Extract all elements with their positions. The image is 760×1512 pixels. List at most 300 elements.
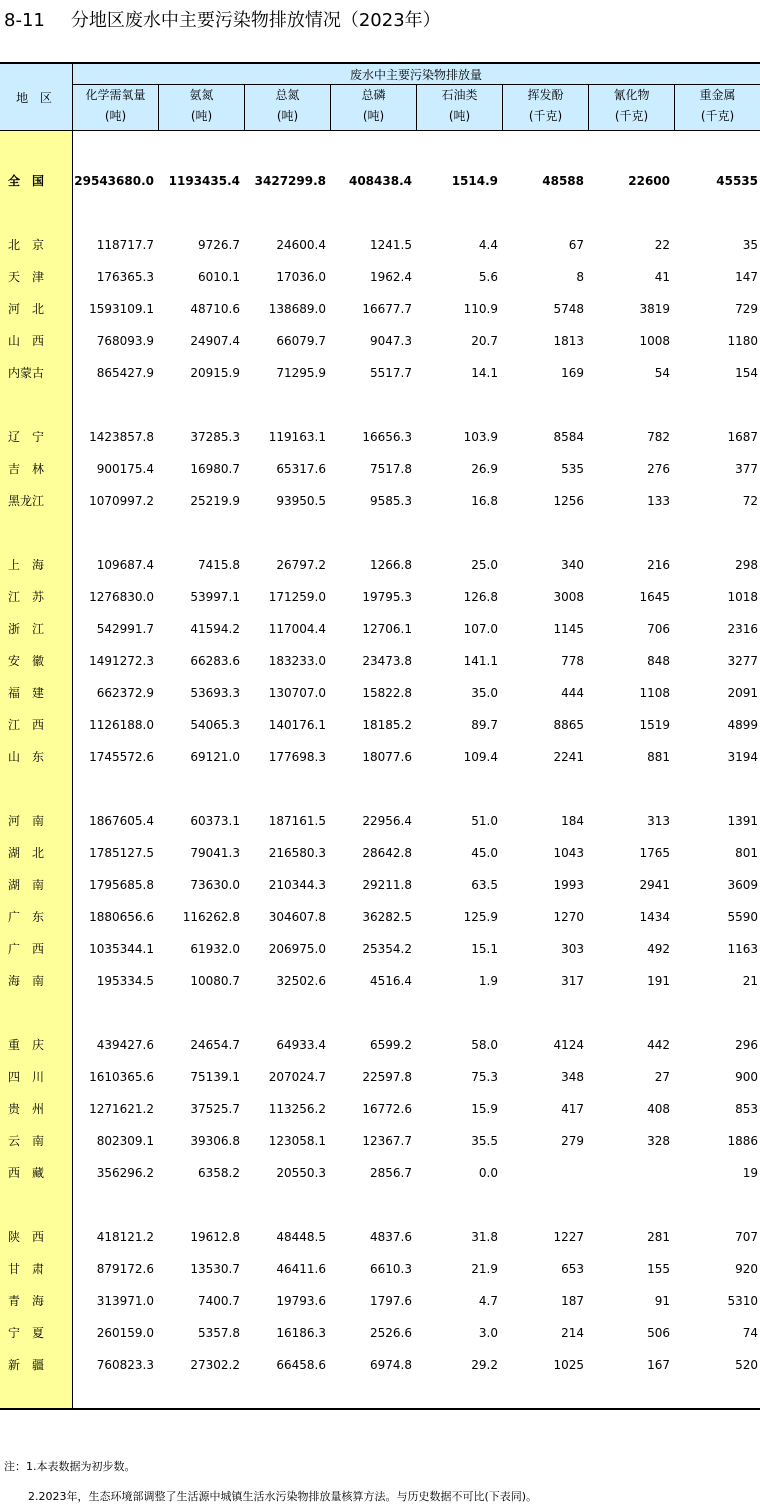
table-cell: 1241.5	[370, 238, 412, 252]
table-cell: 24600.4	[276, 238, 326, 252]
table-cell: 4124	[553, 1038, 584, 1052]
table-cell: 1227	[553, 1230, 584, 1244]
table-cell: 31.8	[471, 1230, 498, 1244]
table-row	[0, 267, 760, 287]
table-row	[0, 331, 760, 351]
table-cell: 63.5	[471, 878, 498, 892]
region-name: 黑龙江	[8, 494, 45, 508]
table-cell: 4516.4	[370, 974, 412, 988]
table-row	[0, 491, 760, 511]
table-cell: 58.0	[471, 1038, 498, 1052]
table-cell: 356296.2	[96, 1166, 154, 1180]
region-name: 北 京	[8, 238, 45, 252]
column-name: 总氮	[275, 88, 300, 102]
table-cell: 848	[647, 654, 670, 668]
table-cell: 19793.6	[276, 1294, 326, 1308]
table-cell: 768093.9	[96, 334, 154, 348]
table-cell: 782	[647, 430, 670, 444]
table-cell: 21.9	[471, 1262, 498, 1276]
table-cell: 1108	[639, 686, 670, 700]
region-name: 辽 宁	[8, 430, 45, 444]
table-cell: 177698.3	[268, 750, 326, 764]
table-cell: 48588	[542, 174, 584, 188]
table-cell: 130707.0	[268, 686, 326, 700]
table-cell: 348	[561, 1070, 584, 1084]
table-cell: 66458.6	[276, 1358, 326, 1372]
table-cell: 29543680.0	[74, 174, 154, 188]
table-cell: 125.9	[463, 910, 498, 924]
column-header	[502, 85, 588, 131]
table-row	[0, 1035, 760, 1055]
table-cell: 542991.7	[96, 622, 154, 636]
table-cell: 1795685.8	[89, 878, 154, 892]
table-cell: 21	[742, 974, 758, 988]
table-cell: 67	[568, 238, 584, 252]
table-cell: 66283.6	[190, 654, 240, 668]
table-cell: 2526.6	[370, 1326, 412, 1340]
region-name: 安 徽	[8, 654, 45, 668]
table-cell: 9585.3	[370, 494, 412, 508]
table-cell: 16186.3	[276, 1326, 326, 1340]
table-cell: 184	[561, 814, 584, 828]
page-title	[4, 6, 441, 32]
table-cell: 5590	[727, 910, 758, 924]
table-cell: 75139.1	[190, 1070, 240, 1084]
region-name: 宁 夏	[8, 1326, 45, 1340]
table-cell: 707	[735, 1230, 758, 1244]
table-cell: 535	[561, 462, 584, 476]
table-cell: 5.6	[478, 270, 498, 284]
table-cell: 61932.0	[190, 942, 240, 956]
table-cell: 27302.2	[190, 1358, 240, 1372]
table-cell: 9726.7	[198, 238, 240, 252]
region-name: 四 川	[8, 1070, 45, 1084]
table-cell: 444	[561, 686, 584, 700]
table-cell: 103.9	[463, 430, 498, 444]
table-row	[0, 971, 760, 991]
region-name: 山 西	[8, 334, 45, 348]
column-header	[588, 85, 674, 131]
table-cell: 16772.6	[362, 1102, 412, 1116]
table-cell: 1797.6	[370, 1294, 412, 1308]
table-cell: 279	[561, 1134, 584, 1148]
table-row	[0, 907, 760, 927]
table-cell: 1163	[727, 942, 758, 956]
region-name: 新 疆	[8, 1358, 45, 1372]
column-unit: (吨)	[276, 109, 299, 123]
footnote-2: 2.2023年，生态环境部调整了生活源中城镇生活水污染物排放量核算方法。与历史数据不可比(下表同)。	[28, 1490, 538, 1503]
table-cell: 54	[654, 366, 670, 380]
region-name: 河 北	[8, 302, 45, 316]
table-row	[0, 363, 760, 383]
column-header	[416, 85, 502, 131]
table-cell: 41594.2	[190, 622, 240, 636]
table-cell: 17036.0	[276, 270, 326, 284]
table-cell: 167	[647, 1358, 670, 1372]
region-name: 青 海	[8, 1294, 45, 1308]
table-cell: 64933.4	[276, 1038, 326, 1052]
table-cell: 1126188.0	[89, 718, 154, 732]
table-cell: 408438.4	[348, 174, 412, 188]
table-cell: 26.9	[471, 462, 498, 476]
column-name: 氨氮	[189, 88, 214, 102]
table-cell: 1145	[553, 622, 584, 636]
table-cell: 25354.2	[362, 942, 412, 956]
table-cell: 39306.8	[190, 1134, 240, 1148]
table-cell: 19	[742, 1166, 758, 1180]
table-cell: 328	[647, 1134, 670, 1148]
region-name: 贵 州	[8, 1102, 45, 1116]
table-cell: 1785127.5	[89, 846, 154, 860]
table-cell: 22597.8	[362, 1070, 412, 1084]
table-cell: 802309.1	[96, 1134, 154, 1148]
table-cell: 210344.3	[268, 878, 326, 892]
table-cell: 191	[647, 974, 670, 988]
table-cell: 1962.4	[370, 270, 412, 284]
table-cell: 1687	[727, 430, 758, 444]
table-cell: 35.5	[471, 1134, 498, 1148]
column-unit: (吨)	[190, 109, 213, 123]
table-cell: 2316	[727, 622, 758, 636]
column-unit: (千克)	[614, 109, 649, 123]
table-cell: 5357.8	[198, 1326, 240, 1340]
table-cell: 1610365.6	[89, 1070, 154, 1084]
region-name: 浙 江	[8, 622, 45, 636]
table-cell: 46411.6	[276, 1262, 326, 1276]
table-cell: 214	[561, 1326, 584, 1340]
column-header	[158, 85, 244, 131]
region-name: 广 西	[8, 942, 45, 956]
table-cell: 16677.7	[362, 302, 412, 316]
table-cell: 116262.8	[182, 910, 240, 924]
region-name: 湖 南	[8, 878, 45, 892]
table-row	[0, 1099, 760, 1119]
table-cell: 313	[647, 814, 670, 828]
column-header	[244, 85, 330, 131]
table-cell: 119163.1	[268, 430, 326, 444]
table-row	[0, 843, 760, 863]
table-cell: 1867605.4	[89, 814, 154, 828]
table-cell: 66079.7	[276, 334, 326, 348]
table-cell: 3194	[727, 750, 758, 764]
table-cell: 1270	[553, 910, 584, 924]
table-cell: 60373.1	[190, 814, 240, 828]
table-cell: 140176.1	[268, 718, 326, 732]
table-cell: 48448.5	[276, 1230, 326, 1244]
table-cell: 3427299.8	[254, 174, 326, 188]
table-cell: 1391	[727, 814, 758, 828]
table-cell: 6358.2	[198, 1166, 240, 1180]
footnotes	[4, 1452, 537, 1512]
region-name: 广 东	[8, 910, 45, 924]
table-cell: 41	[654, 270, 670, 284]
table-cell: 1180	[727, 334, 758, 348]
table-cell: 260159.0	[96, 1326, 154, 1340]
table-cell: 6599.2	[370, 1038, 412, 1052]
table-cell: 653	[561, 1262, 584, 1276]
table-cell: 900175.4	[96, 462, 154, 476]
table-cell: 4899	[727, 718, 758, 732]
table-cell: 6010.1	[198, 270, 240, 284]
table-cell: 195334.5	[96, 974, 154, 988]
table-cell: 8865	[553, 718, 584, 732]
table-cell: 14.1	[471, 366, 498, 380]
table-cell: 29211.8	[362, 878, 412, 892]
table-cell: 54065.3	[190, 718, 240, 732]
table-row	[0, 1291, 760, 1311]
table-cell: 1035344.1	[89, 942, 154, 956]
region-name: 上 海	[8, 558, 45, 572]
table-cell: 20.7	[471, 334, 498, 348]
table-cell: 37285.3	[190, 430, 240, 444]
table-cell: 408	[647, 1102, 670, 1116]
table-cell: 5310	[727, 1294, 758, 1308]
table-cell: 155	[647, 1262, 670, 1276]
table-row	[0, 811, 760, 831]
table-row	[0, 1323, 760, 1343]
table-cell: 418121.2	[96, 1230, 154, 1244]
table-cell: 439427.6	[96, 1038, 154, 1052]
table-cell: 1070997.2	[89, 494, 154, 508]
table-cell: 1514.9	[451, 174, 498, 188]
table-cell: 37525.7	[190, 1102, 240, 1116]
table-cell: 9047.3	[370, 334, 412, 348]
table-cell: 1008	[639, 334, 670, 348]
table-cell: 89.7	[471, 718, 498, 732]
table-cell: 45535	[716, 174, 758, 188]
table-cell: 18077.6	[362, 750, 412, 764]
table-cell: 900	[735, 1070, 758, 1084]
footnote-1: 注：1.本表数据为初步数。	[4, 1460, 136, 1473]
column-name: 氰化物	[613, 88, 650, 102]
table-cell: 4.4	[478, 238, 498, 252]
table-cell: 3.0	[478, 1326, 498, 1340]
table-cell: 1276830.0	[89, 590, 154, 604]
region-header: 地 区	[0, 64, 73, 131]
table-cell: 109.4	[463, 750, 498, 764]
region-name: 江 西	[8, 718, 45, 732]
table-cell: 920	[735, 1262, 758, 1276]
table-cell: 1423857.8	[89, 430, 154, 444]
table-cell: 3609	[727, 878, 758, 892]
column-name: 挥发酚	[527, 88, 564, 102]
table-cell: 24907.4	[190, 334, 240, 348]
table-cell: 865427.9	[96, 366, 154, 380]
table-cell: 207024.7	[268, 1070, 326, 1084]
table-cell: 169	[561, 366, 584, 380]
table-cell: 32502.6	[276, 974, 326, 988]
table-cell: 1491272.3	[89, 654, 154, 668]
table-cell: 48710.6	[190, 302, 240, 316]
column-unit: (吨)	[104, 109, 127, 123]
table-cell: 303	[561, 942, 584, 956]
table-row	[0, 235, 760, 255]
table-cell: 176365.3	[96, 270, 154, 284]
table-cell: 126.8	[463, 590, 498, 604]
table-cell: 1018	[727, 590, 758, 604]
table-cell: 28642.8	[362, 846, 412, 860]
table-cell: 12367.7	[362, 1134, 412, 1148]
table-cell: 298	[735, 558, 758, 572]
table-cell: 187161.5	[268, 814, 326, 828]
table-cell: 7517.8	[370, 462, 412, 476]
region-name: 山 东	[8, 750, 45, 764]
table-cell: 4837.6	[370, 1230, 412, 1244]
table-row	[0, 459, 760, 479]
table-cell: 10080.7	[190, 974, 240, 988]
table-cell: 75.3	[471, 1070, 498, 1084]
table-cell: 183233.0	[268, 654, 326, 668]
table-cell: 51.0	[471, 814, 498, 828]
table-cell: 15822.8	[362, 686, 412, 700]
region-name: 吉 林	[8, 462, 45, 476]
table-cell: 26797.2	[276, 558, 326, 572]
column-unit: (吨)	[362, 109, 385, 123]
table-cell: 133	[647, 494, 670, 508]
table-cell: 492	[647, 942, 670, 956]
table-row	[0, 1355, 760, 1375]
table-cell: 1519	[639, 718, 670, 732]
table-row	[0, 587, 760, 607]
region-name: 陕 西	[8, 1230, 45, 1244]
table-cell: 1645	[639, 590, 670, 604]
table-cell: 1043	[553, 846, 584, 860]
table-cell: 123058.1	[268, 1134, 326, 1148]
column-name: 总磷	[361, 88, 386, 102]
table-cell: 18185.2	[362, 718, 412, 732]
table-row	[0, 651, 760, 671]
table-cell: 16980.7	[190, 462, 240, 476]
table-cell: 1.9	[478, 974, 498, 988]
column-name: 重金属	[699, 88, 736, 102]
table-cell: 2091	[727, 686, 758, 700]
table-cell: 7415.8	[198, 558, 240, 572]
table-cell: 16656.3	[362, 430, 412, 444]
table-cell: 5748	[553, 302, 584, 316]
total-row	[0, 171, 760, 191]
table-cell: 45.0	[471, 846, 498, 860]
table-cell: 20550.3	[276, 1166, 326, 1180]
region-name: 湖 北	[8, 846, 45, 860]
table-cell: 8	[576, 270, 584, 284]
region-name: 云 南	[8, 1134, 45, 1148]
table-cell: 1434	[639, 910, 670, 924]
table-cell: 19612.8	[190, 1230, 240, 1244]
table-cell: 138689.0	[268, 302, 326, 316]
table-cell: 2241	[553, 750, 584, 764]
table-cell: 147	[735, 270, 758, 284]
table-cell: 35	[742, 238, 758, 252]
table-cell: 313971.0	[96, 1294, 154, 1308]
pollutant-table	[0, 62, 760, 1410]
table-cell: 79041.3	[190, 846, 240, 860]
table-cell: 23473.8	[362, 654, 412, 668]
table-number: 8-11	[4, 10, 45, 31]
table-cell: 1256	[553, 494, 584, 508]
column-header	[330, 85, 416, 131]
table-cell: 65317.6	[276, 462, 326, 476]
table-row	[0, 555, 760, 575]
table-row	[0, 299, 760, 319]
table-cell: 20915.9	[190, 366, 240, 380]
table-row	[0, 1067, 760, 1087]
table-cell: 35.0	[471, 686, 498, 700]
column-unit: (千克)	[700, 109, 735, 123]
table-cell: 1271621.2	[89, 1102, 154, 1116]
table-cell: 69121.0	[190, 750, 240, 764]
table-cell: 12706.1	[362, 622, 412, 636]
table-cell: 2941	[639, 878, 670, 892]
table-cell: 417	[561, 1102, 584, 1116]
table-cell: 117004.4	[268, 622, 326, 636]
table-cell: 22956.4	[362, 814, 412, 828]
table-row	[0, 619, 760, 639]
table-row	[0, 1131, 760, 1151]
column-unit: (吨)	[448, 109, 471, 123]
table-row	[0, 1227, 760, 1247]
column-header	[72, 85, 158, 131]
table-cell: 377	[735, 462, 758, 476]
table-cell: 72	[742, 494, 758, 508]
table-title: 分地区废水中主要污染物排放情况（2023年）	[70, 10, 441, 31]
table-cell: 73630.0	[190, 878, 240, 892]
region-name: 海 南	[8, 974, 45, 988]
table-cell: 3277	[727, 654, 758, 668]
table-cell: 29.2	[471, 1358, 498, 1372]
table-cell: 317	[561, 974, 584, 988]
table-cell: 154	[735, 366, 758, 380]
region-name: 江 苏	[8, 590, 45, 604]
region-name: 福 建	[8, 686, 45, 700]
table-cell: 206975.0	[268, 942, 326, 956]
table-cell: 109687.4	[96, 558, 154, 572]
table-cell: 53693.3	[190, 686, 240, 700]
table-cell: 1886	[727, 1134, 758, 1148]
table-cell: 71295.9	[276, 366, 326, 380]
table-cell: 760823.3	[96, 1358, 154, 1372]
table-cell: 6610.3	[370, 1262, 412, 1276]
table-cell: 1593109.1	[89, 302, 154, 316]
table-cell: 93950.5	[276, 494, 326, 508]
table-cell: 1025	[553, 1358, 584, 1372]
table-row	[0, 939, 760, 959]
table-cell: 16.8	[471, 494, 498, 508]
table-cell: 801	[735, 846, 758, 860]
column-name: 石油类	[441, 88, 478, 102]
table-cell: 53997.1	[190, 590, 240, 604]
table-cell: 6974.8	[370, 1358, 412, 1372]
table-cell: 506	[647, 1326, 670, 1340]
table-cell: 1765	[639, 846, 670, 860]
table-cell: 1813	[553, 334, 584, 348]
table-cell: 110.9	[463, 302, 498, 316]
table-cell: 853	[735, 1102, 758, 1116]
table-cell: 1266.8	[370, 558, 412, 572]
table-row	[0, 1163, 760, 1183]
table-cell: 171259.0	[268, 590, 326, 604]
table-cell: 729	[735, 302, 758, 316]
table-cell: 1193435.4	[168, 174, 240, 188]
table-cell: 15.9	[471, 1102, 498, 1116]
table-cell: 1745572.6	[89, 750, 154, 764]
table-cell: 7400.7	[198, 1294, 240, 1308]
table-cell: 216	[647, 558, 670, 572]
table-bottom-rule	[0, 1408, 760, 1410]
table-cell: 4.7	[478, 1294, 498, 1308]
table-cell: 107.0	[463, 622, 498, 636]
group-header: 废水中主要污染物排放量	[72, 64, 760, 85]
table-cell: 0.0	[478, 1166, 498, 1180]
